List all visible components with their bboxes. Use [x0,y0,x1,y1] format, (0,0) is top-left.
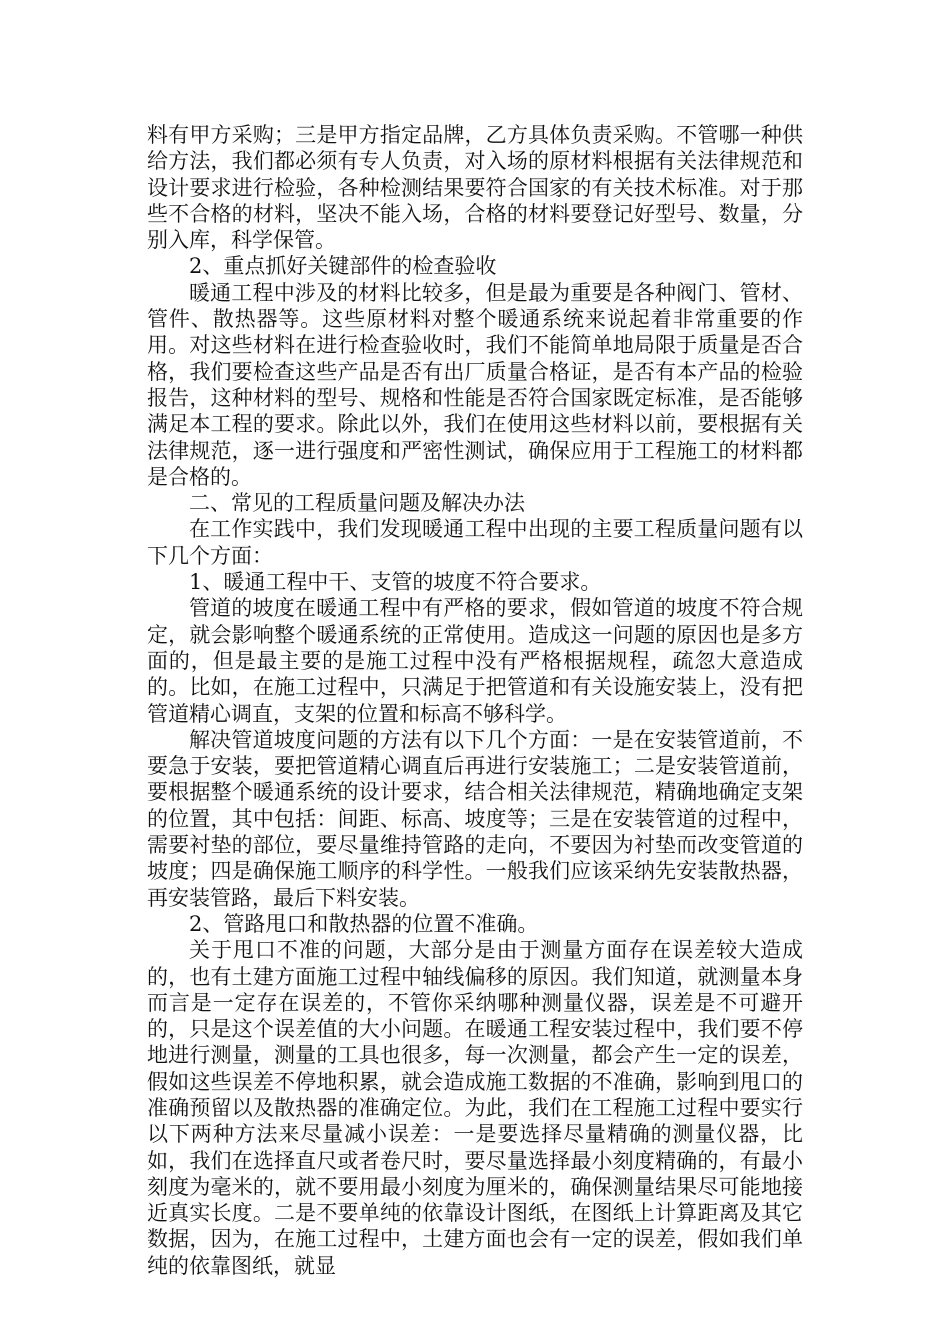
section-heading-part-two: 二、常见的工程质量问题及解决办法 [189,491,525,516]
paragraph-3: 在工作实践中，我们发现暖通工程中出现的主要工程质量问题有以下几个方面： [147,517,803,568]
paragraph-2: 暖通工程中涉及的材料比较多，但是最为重要是各种阀门、管材、管件、散热器等。这些原材料对整个暖通系统来说起着非常重要的作用。对这些材料在进行检查验收时，我们不能简单地局限于质量是否合格，我们要检查这些产品是否有出厂质量合格证，是否有本产品的检验报告，这种材料的型号、规格和性能是否符合国家既定标准，是否能够满足本工程的要求。除此以外，我们在使用这些材料以前，要根据有关法律规范，逐一进行强度和严密性测试，确保应用于工程施工的材料都是合格的。 [147,280,803,489]
paragraph-1: 料有甲方采购；三是甲方指定品牌，乙方具体负责采购。不管哪一种供给方法，我们都必须有专人负责，对入场的原材料根据有关法律规范和设计要求进行检验，各种检测结果要符合国家的有关技术标准。对于那些不合格的材料，坚决不能入场，合格的材料要登记好型号、数量，分别入库，科学保管。 [147,123,803,253]
document-body [147,122,803,1279]
paragraph-6: 关于甩口不准的问题，大部分是由于测量方面存在误差较大造成的，也有土建方面施工过程中轴线偏移的原因。我们知道，就测量本身而言是一定存在误差的，不管你采纳哪种测量仪器，误差是不可避开的，只是这个误差值的大小问题。在暖通工程安装过程中，我们要不停地进行测量，测量的工具也很多，每一次测量，都会产生一定的误差，假如这些误差不停地积累，就会造成施工数据的不准确，影响到甩口的准确预留以及散热器的准确定位。为此，我们在工程施工过程中要实行以下两种方法来尽量减小误差：一是要选择尽量精确的测量仪器，比如，我们在选择直尺或者卷尺时，要尽量选择最小刻度精确的，有最小刻度为毫米的，就不要用最小刻度为厘米的，确保测量结果尽可能地接近真实长度。二是不要单纯的依靠设计图纸，在图纸上计算距离及其它数据，因为，在施工过程中，土建方面也会有一定的误差，假如我们单纯的依靠图纸，就显 [147,938,803,1278]
section-heading-2: 2、重点抓好关键部件的检查验收 [189,254,497,279]
paragraph-4: 管道的坡度在暖通工程中有严格的要求，假如管道的坡度不符合规定，就会影响整个暖通系统的正常使用。造成这一问题的原因也是多方面的，但是最主要的是施工过程中没有严格根据规程，疏忽大意造成的。比如，在施工过程中，只满足于把管道和有关设施安装上，没有把管道精心调直，支架的位置和标高不够科学。 [147,596,803,726]
section-heading-1: 1、暖通工程中干、支管的坡度不符合要求。 [189,570,602,595]
section-heading-2b: 2、管路甩口和散热器的位置不准确。 [189,911,539,936]
paragraph-5: 解决管道坡度问题的方法有以下几个方面：一是在安装管道前，不要急于安装，要把管道精心调直后再进行安装施工；二是安装管道前，要根据整个暖通系统的设计要求，结合相关法律规范，精确地确定支架的位置，其中包括：间距、标高、坡度等；三是在安装管道的过程中，需要衬垫的部位，要尽量维持管路的走向，不要因为衬垫而改变管道的坡度；四是确保施工顺序的科学性。一般我们应该采纳先安装散热器，再安装管路，最后下料安装。 [147,727,803,910]
